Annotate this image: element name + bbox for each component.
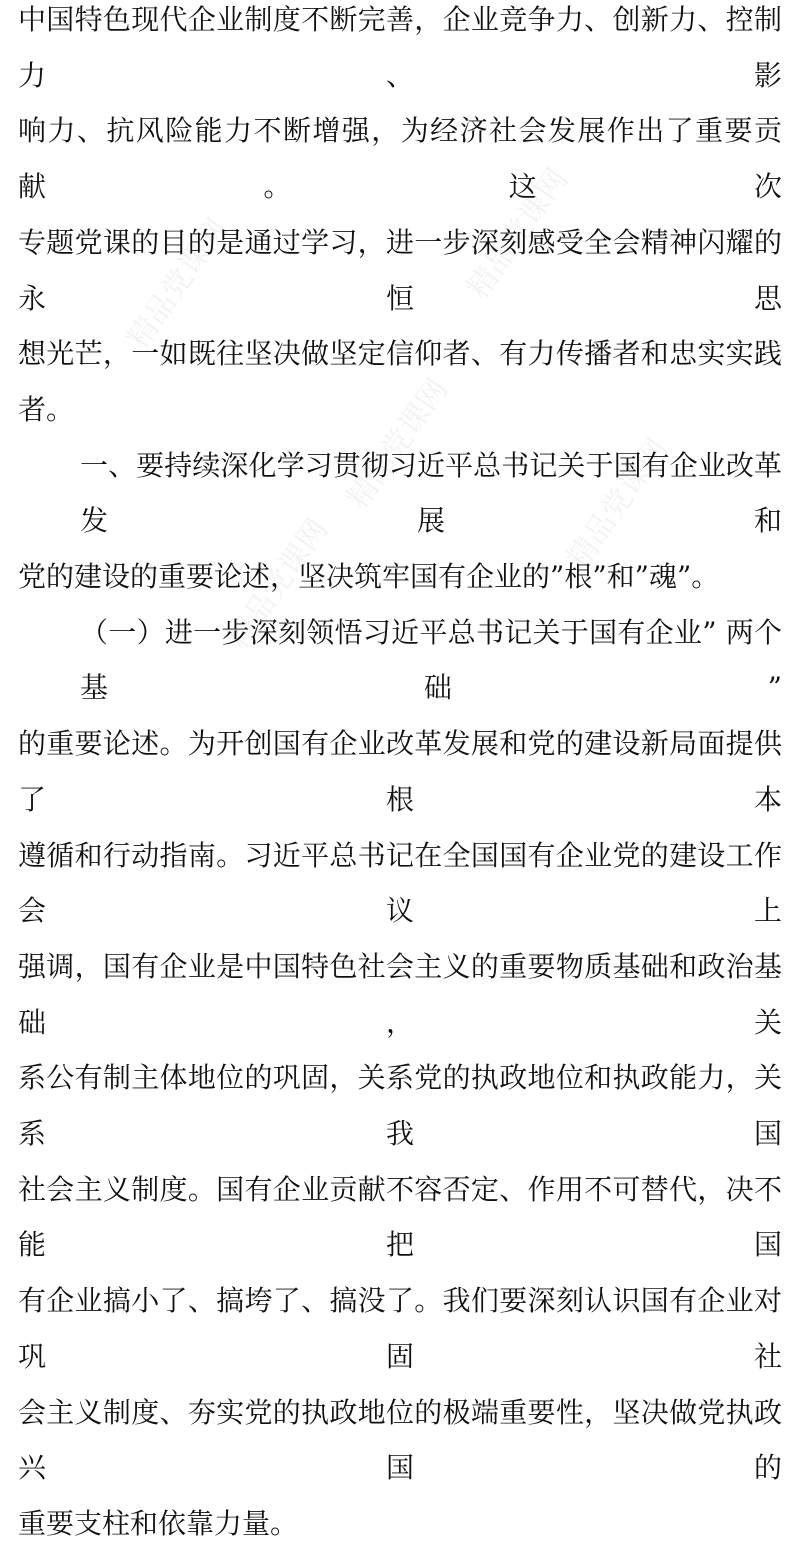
subsection-heading-line: （一）进一步深刻领悟习近平总书记关于国有企业” 两个基础” bbox=[80, 615, 782, 705]
watermark: 精品党课网 bbox=[120, 212, 236, 356]
paragraph-line: 遵循和行动指南。习近平总书记在全国国有企业党的建设工作会议上 bbox=[18, 838, 782, 928]
paragraph-line: 专题党课的目的是通过学习，进一步深刻感受全会精神闪耀的永恒思 bbox=[18, 225, 782, 315]
watermark: 精品党课网 bbox=[460, 162, 576, 306]
paragraph-line: 重要支柱和依靠力量。 bbox=[18, 1506, 299, 1540]
paragraph-line: 响力、抗风险能力不断增强，为经济社会发展作出了重要贡献。这次 bbox=[18, 114, 782, 204]
section-heading-line: 一、要持续深化学习贯彻习近平总书记关于国有企业改革发展和 bbox=[80, 448, 782, 538]
paragraph-line: 有企业搞小了、搞垮了、搞没了。我们要深刻认识国有企业对巩固社 bbox=[18, 1284, 782, 1373]
paragraph-line: 想光芒，一如既往坚决做坚定信仰者、有力传播者和忠实实践者。 bbox=[18, 337, 782, 426]
paragraph-line: 会主义制度、夯实党的执政地位的极端重要性，坚决做党执政兴国的 bbox=[18, 1395, 782, 1485]
paragraph-line: 中国特色现代企业制度不断完善，企业竞争力、创新力、控制力、影 bbox=[18, 3, 782, 92]
watermark: 精品党课网 bbox=[220, 512, 336, 656]
watermark: 精品党课网 bbox=[340, 372, 456, 516]
section-heading-line: 党的建设的重要论述，坚决筑牢国有企业的”根”和”魂”。 bbox=[18, 560, 720, 594]
document-body bbox=[18, 0, 782, 1552]
paragraph-line: 强调，国有企业是中国特色社会主义的重要物质基础和政治基础，关 bbox=[18, 949, 782, 1039]
paragraph-line: 的重要论述。为开创国有企业改革发展和党的建设新局面提供了根本 bbox=[18, 727, 782, 816]
paragraph-line: 社会主义制度。国有企业贡献不容否定、作用不可替代，决不能把国 bbox=[18, 1172, 782, 1262]
paragraph-line: 系公有制主体地位的巩固，关系党的执政地位和执政能力，关系我国 bbox=[18, 1061, 782, 1151]
watermark: 精品党课网 bbox=[560, 432, 676, 576]
